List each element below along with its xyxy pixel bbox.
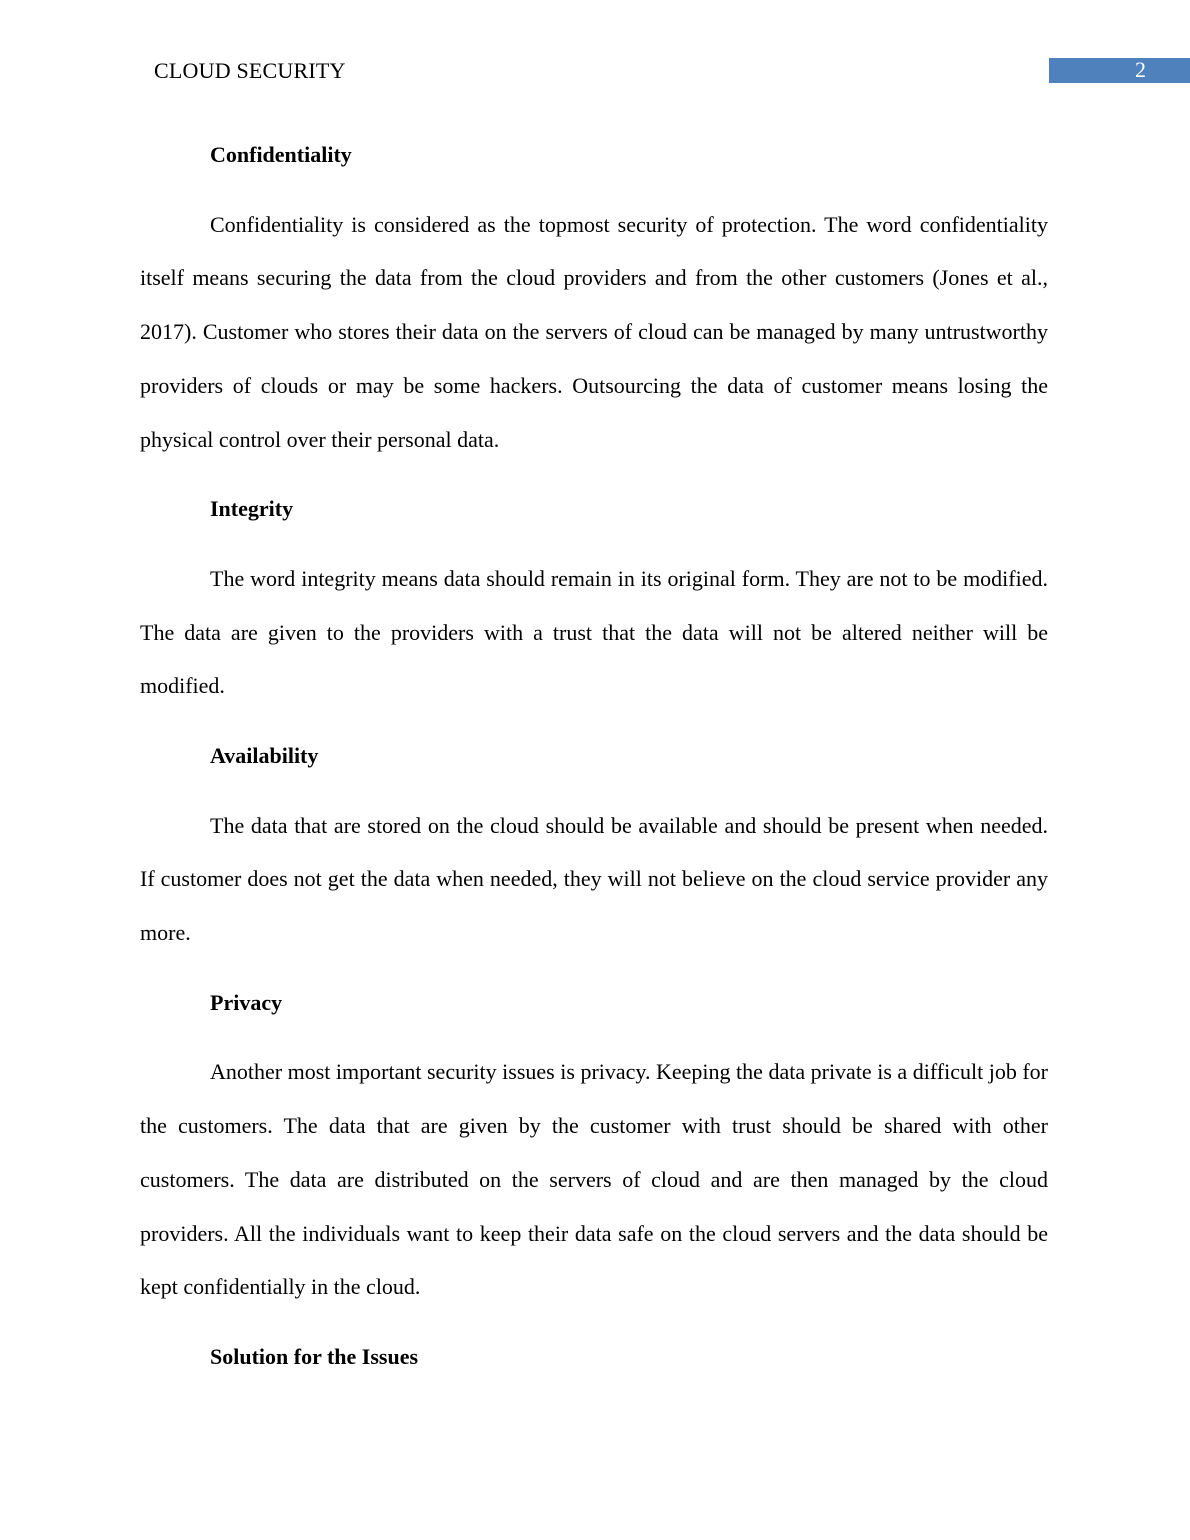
paragraph-privacy: Another most important security issues is privacy. Keeping the data private is a difficult job for the customers. The data that are given by the customer with trust should be shared with other customers. The data are distributed on the servers of cloud and are then managed by the cloud providers. All the individuals want to keep their data safe on the cloud servers and the data should be kept confidentially in the cloud. [140, 1059, 1048, 1300]
paragraph-integrity: The word integrity means data should remain in its original form. They are not to be modified. The data are given to the providers with a trust that the data will not be altered neither will be modified. [140, 565, 1048, 699]
page-number-bar [1049, 58, 1190, 83]
heading-solution-for-the-issues: Solution for the Issues [210, 1344, 419, 1369]
heading-integrity: Integrity [210, 496, 294, 522]
heading-availability: Availability [210, 743, 319, 768]
document-body [140, 128, 1048, 1400]
paragraph-availability: The data that are stored on the cloud should be available and should be present when needed. If customer does not get the data when needed, they will not believe on the cloud service provider any more. [140, 812, 1048, 946]
page-number: 2 [1135, 57, 1146, 82]
heading-confidentiality: Confidentiality [210, 142, 352, 167]
running-head: CLOUD SECURITY [154, 58, 346, 83]
heading-privacy: Privacy [210, 989, 283, 1015]
paragraph-confidentiality: Confidentiality is considered as the topmost security of protection. The word confidentiality itself means securing the data from the cloud providers and from the other customers (Jones et al., 2017). Customer who stores their data on the servers of cloud can be managed by many untrustworthy providers of clouds or may be some hackers. Outsourcing the data of customer means losing the physical control over their personal data. [140, 211, 1048, 452]
